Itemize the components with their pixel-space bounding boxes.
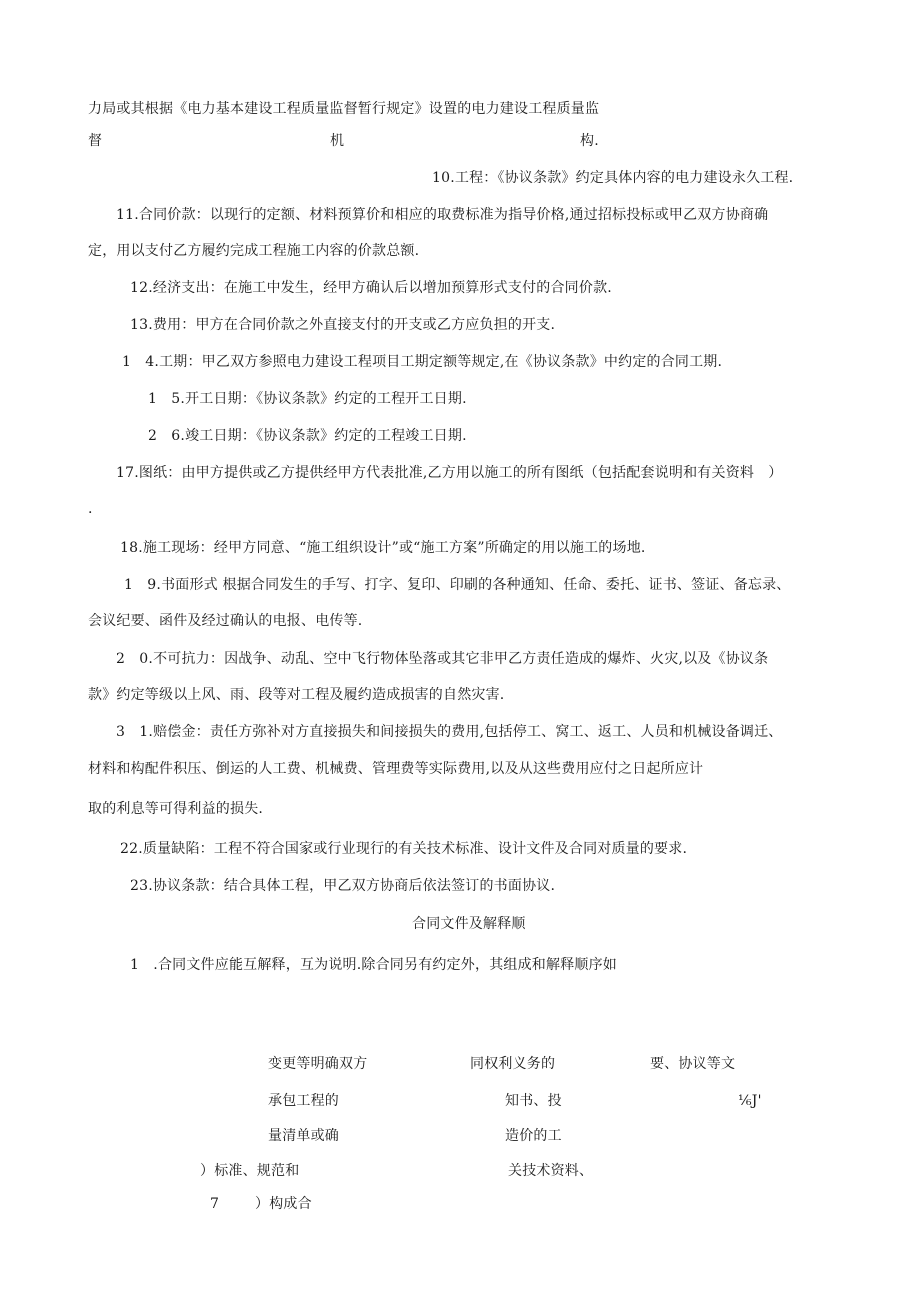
text-fragment: ⅙J' — [738, 1093, 762, 1109]
text-fragment: 知书、投 — [505, 1093, 562, 1109]
text-line: 12.经济支出：在施工中发生，经甲方确认后以增加预算形式支付的合同价款. — [130, 280, 612, 296]
text-line: 取的利息等可得利益的损失. — [88, 801, 264, 817]
text-fragment: 承包工程的 — [268, 1093, 339, 1109]
text-line: 17.图纸：由甲方提供或乙方提供经甲方代表批准,乙方用以施工的所有图纸（包括配套说明和有关资料 ） — [116, 465, 783, 481]
text-fragment: 构. — [580, 133, 599, 149]
text-line: 22.质量缺陷：工程不符合国家或行业现行的有关技术标准、设计文件及合同对质量的要求. — [120, 841, 688, 857]
text-line: 定，用以支付乙方履约完成工程施工内容的价款总额. — [88, 243, 420, 259]
text-line: 2 6.竣工日期：《协议条款》约定的工程竣工日期. — [148, 428, 467, 444]
text-line: 1 9.书面形式 根据合同发生的手写、打字、复印、印刷的各种通知、任命、委托、证书、签证、备忘录、 — [124, 577, 791, 593]
text-line: 会议纪要、函件及经过确认的电报、电传等. — [88, 613, 363, 629]
text-fragment: 同权利义务的 — [470, 1056, 556, 1072]
text-fragment: 关技术资料、 — [508, 1163, 594, 1179]
text-line: 11.合同价款：以现行的定额、材料预算价和相应的取费标准为指导价格,通过招标投标或甲乙双方协商确 — [116, 207, 769, 223]
text-line: 13.费用：甲方在合同价款之外直接支付的开支或乙方应负担的开支. — [130, 317, 556, 333]
text-line: 力局或其根据《电力基本建设工程质量监督暂行规定》设置的电力建设工程质量监 — [88, 101, 600, 117]
text-fragment: 变更等明确双方 — [268, 1056, 368, 1072]
section-heading: 合同文件及解释顺 — [412, 916, 526, 932]
text-line: 3 1.赔偿金：责任方弥补对方直接损失和间接损失的费用,包括停工、窝工、返工、人员和机械设备调迁、 — [116, 724, 783, 740]
text-line: 18.施工现场：经甲方同意、“施工组织设计”或“施工方案”所确定的用以施工的场地. — [120, 540, 646, 556]
text-line: 10.工程：《协议条款》约定具体内容的电力建设永久工程. — [432, 170, 794, 186]
text-fragment: ）标准、规范和 — [200, 1163, 300, 1179]
text-fragment: 机 — [330, 133, 345, 149]
section-intro: 1 .合同文件应能互解释，互为说明.除合同另有约定外，其组成和解释顺序如 — [130, 957, 618, 973]
text-fragment: 要、协议等文 — [650, 1056, 736, 1072]
text-line: 1 5.开工日期：《协议条款》约定的工程开工日期. — [148, 391, 467, 407]
text-fragment: 造价的工 — [505, 1128, 562, 1144]
text-fragment: 量清单或确 — [268, 1128, 339, 1144]
text-line: 材料和构配件积压、倒运的人工费、机械费、管理费等实际费用,以及从这些费用应付之日起所应计 — [88, 761, 704, 777]
text-line: 款》约定等级以上风、雨、段等对工程及履约造成损害的自然灾害. — [88, 687, 505, 703]
text-line: 23.协议条款：结合具体工程，甲乙双方协商后依法签订的书面协议. — [130, 878, 556, 894]
text-line: 2 0.不可抗力：因战争、动乱、空中飞行物体坠落或其它非甲乙方责任造成的爆炸、火灾,以及《协议条 — [116, 651, 769, 667]
text-fragment: ）构成合 — [255, 1196, 312, 1212]
text-fragment: 督 — [88, 133, 103, 149]
text-fragment: 7 — [210, 1196, 220, 1212]
text-line: 1 4.工期：甲乙双方参照电力建设工程项目工期定额等规定,在《协议条款》中约定的合同工期. — [122, 354, 723, 370]
text-line: . — [88, 501, 93, 517]
